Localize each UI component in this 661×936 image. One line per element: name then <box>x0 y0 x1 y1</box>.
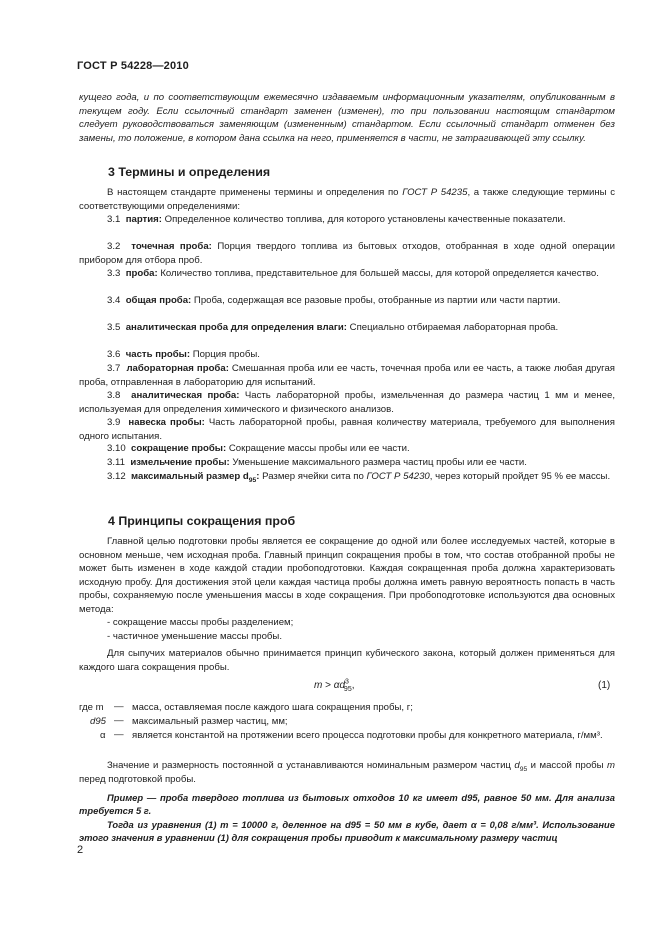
list-item: - частичное уменьшение массы пробы. <box>107 631 282 642</box>
section-3-intro: В настоящем стандарте применены термины и определения по ГОСТ Р 54235, а также следующие термины с соответствующими определениями: <box>79 187 615 212</box>
formula: $m > \alpha d^3_{95}$, <box>314 678 355 693</box>
intro-paragraph: кущего года, и по соответствующим ежемесячно издаваемым информационным указателям, опубликованным в текущем году. Если ссылочный стандарт заменен (изменен), то при пользовании настоящим стандартом следует руководствоваться заменяющим (измененным) стандартом. Если ссылочный стандарт отменен без замены, то положение, в котором дана ссылка на него, применяется в части, не затрагивающей эту ссылку. <box>79 92 615 144</box>
page-number: 2 <box>77 844 84 856</box>
standard-reference: ГОСТ Р 54235 <box>402 187 468 198</box>
example-paragraph: Пример — проба твердого топлива из бытовых отходов 10 кг имеет d95, равное 50 мм. Для анализа требуется 5 г. <box>79 792 615 817</box>
list-item: - сокращение массы пробы разделением; <box>107 617 294 628</box>
term-definition: 3.2 точечная проба: Порция твердого топлива из бытовых отходов, отобранная в ходе одной операции прибором для отбора проб. <box>79 241 615 266</box>
where-lead: α <box>100 730 106 741</box>
term-definition: 3.3 проба: Количество топлива, представительное для большей массы, для которой определяется качество. <box>107 268 599 279</box>
example-paragraph: Тогда из уравнения (1) m = 10000 г, деленное на d95 = 50 мм в кубе, дает α = 0,08 г/мм³. Использование этого значения в уравнении (1) для сокращения пробы приводит к максимальному размеру частиц <box>79 819 615 844</box>
where-dash: — <box>114 729 124 740</box>
section-4-paragraph: Главной целью подготовки пробы является ее сокращение до одной или более исследуемых частей, которые в основном меньше, чем исходная проба. Главный принцип сокращения пробы в том, что состав отобранной пробы не может быть изменен в ходе каждой стадии пробоподготовки. Каждая сокращенная проба должна характеризовать исходную пробу. Для достижения этой цели каждая частица пробы должна иметь равную вероятность попасть в часть пробы, сохраняемую после уменьшения массы в ходе сокращения. При пробоподготовке используются два основных метода: <box>79 536 615 615</box>
section-3-heading: 3 Термины и определения <box>108 165 271 179</box>
where-dash: — <box>114 701 124 712</box>
term-definition: 3.5 аналитическая проба для определения влаги: Специально отбираемая лабораторная проба. <box>107 322 559 333</box>
section-4-heading: 4 Принципы сокращения проб <box>108 514 296 528</box>
formula-number: (1) <box>598 680 611 691</box>
term-definition: 3.11 измельчение пробы: Уменьшение максимального размера частиц пробы или ее части. <box>107 457 527 468</box>
standard-reference: ГОСТ Р 54230 <box>366 471 430 482</box>
section-4-paragraph: Значение и размерность постоянной α устанавливаются номинальным размером частиц $d_{95}$ и массой пробы m перед подготовкой пробы. <box>79 760 616 785</box>
term-definition: 3.10 сокращение пробы: Сокращение массы пробы или ее части. <box>107 443 410 454</box>
where-text: максимальный размер частиц, мм; <box>132 716 288 727</box>
where-text: масса, оставляемая после каждого шага сокращения пробы, г; <box>132 702 413 713</box>
term-definition: 3.4 общая проба: Проба, содержащая все разовые пробы, отобранные из партии или части партии. <box>107 295 561 306</box>
where-lead: d95 <box>90 716 107 727</box>
term-definition: 3.6 часть пробы: Порция пробы. <box>107 349 260 360</box>
section-4-paragraph: Для сыпучих материалов обычно принимается принцип кубического закона, который должен применяться для каждого шага сокращения пробы. <box>79 648 615 673</box>
term-definition: 3.1 партия: Определенное количество топлива, для которого установлены качественные показатели. <box>107 214 566 225</box>
where-dash: — <box>114 715 124 726</box>
where-text: является константой на протяжении всего процесса подготовки пробы для конкретного материала, г/мм³. <box>132 730 603 741</box>
term-definition: 3.7 лабораторная проба: Смешанная проба или ее часть, точечная проба или ее часть, а также любая другая проба, отправленная в лабораторию для испытаний. <box>79 363 615 388</box>
term-definition: 3.8 аналитическая проба: Часть лабораторной пробы, измельченная до размера частиц 1 мм и менее, используемая для определения химического и физического анализов. <box>79 390 615 415</box>
document-code-header: ГОСТ Р 54228—2010 <box>77 60 189 72</box>
term-definition: 3.12 максимальный размер $d_{95}$: Размер ячейки сита по ГОСТ Р 54230, через который пройдет 95 % ее массы. <box>107 471 611 484</box>
term-definition: 3.9 навеска пробы: Часть лабораторной пробы, равная количеству материала, требуемого для выполнения одного испытания. <box>79 417 615 442</box>
where-lead: где m <box>79 702 104 713</box>
